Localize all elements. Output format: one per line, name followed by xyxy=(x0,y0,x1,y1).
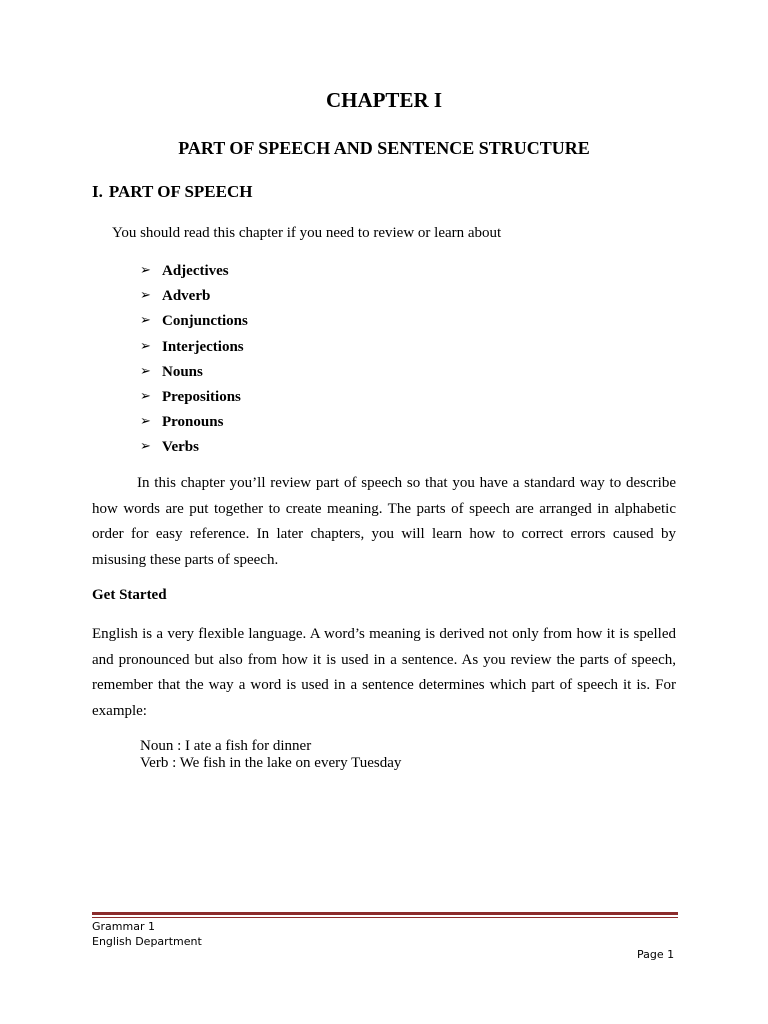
section-intro: You should read this chapter if you need to review or learn about xyxy=(112,225,502,241)
list-item-label: Verbs xyxy=(162,439,199,456)
list-item-label: Adjectives xyxy=(162,263,229,279)
list-item-label: Interjections xyxy=(162,338,244,355)
footer-divider-thick xyxy=(92,912,678,915)
arrowhead-bullet-icon: ➢ xyxy=(140,313,151,329)
list-item xyxy=(140,261,248,286)
list-item xyxy=(140,412,248,437)
arrowhead-bullet-icon: ➢ xyxy=(140,263,151,278)
arrowhead-bullet-icon: ➢ xyxy=(140,338,151,354)
list-item xyxy=(140,437,248,462)
list-item xyxy=(140,286,248,311)
topic-list xyxy=(140,261,248,463)
chapter-overview-paragraph: In this chapter you’ll review part of speech so that you have a standard way to describe how words are put together to create meaning. The parts of speech are arranged in alphabetic order for easy reference. In later chapters, you will learn how to correct errors caused by misusing these parts of speech. xyxy=(92,475,676,568)
page-number: Page 1 xyxy=(637,948,675,961)
list-item xyxy=(140,311,248,336)
footer-divider xyxy=(92,912,678,918)
list-item xyxy=(140,337,248,362)
footer-divider-thin xyxy=(92,917,678,918)
section-number: I. xyxy=(92,182,103,201)
footer-info xyxy=(92,919,202,949)
example-verb: Verb : We fish in the lake on every Tuesday xyxy=(140,755,402,771)
list-item-label: Adverb xyxy=(162,288,211,305)
list-item-label: Nouns xyxy=(162,363,203,380)
section-title: PART OF SPEECH xyxy=(108,182,253,201)
example-block xyxy=(140,738,401,772)
arrowhead-bullet-icon: ➢ xyxy=(140,363,151,379)
chapter-subtitle: PART OF SPEECH AND SENTENCE STRUCTURE xyxy=(178,138,590,158)
footer-department: English Department xyxy=(92,935,202,948)
list-item-label: Prepositions xyxy=(162,388,241,405)
arrowhead-bullet-icon: ➢ xyxy=(140,388,151,404)
list-item xyxy=(140,362,248,387)
arrowhead-bullet-icon: ➢ xyxy=(140,288,151,304)
list-item-label: Conjunctions xyxy=(162,313,248,330)
chapter-title: CHAPTER I xyxy=(325,88,443,112)
arrowhead-bullet-icon: ➢ xyxy=(140,414,151,430)
get-started-paragraph: English is a very flexible language. A word’s meaning is derived not only from how it is spelled and pronounced but also from how it is used in a sentence. As you review the parts of speech, remember that the way a word is used in a sentence determines which part of speech it is. For example: xyxy=(92,626,676,719)
arrowhead-bullet-icon: ➢ xyxy=(140,439,151,455)
list-item xyxy=(140,387,248,412)
section-heading xyxy=(92,182,252,202)
list-item-label: Pronouns xyxy=(162,414,224,431)
footer-course: Grammar 1 xyxy=(92,920,155,933)
example-noun: Noun : I ate a fish for dinner xyxy=(140,738,312,754)
get-started-heading: Get Started xyxy=(92,587,167,603)
